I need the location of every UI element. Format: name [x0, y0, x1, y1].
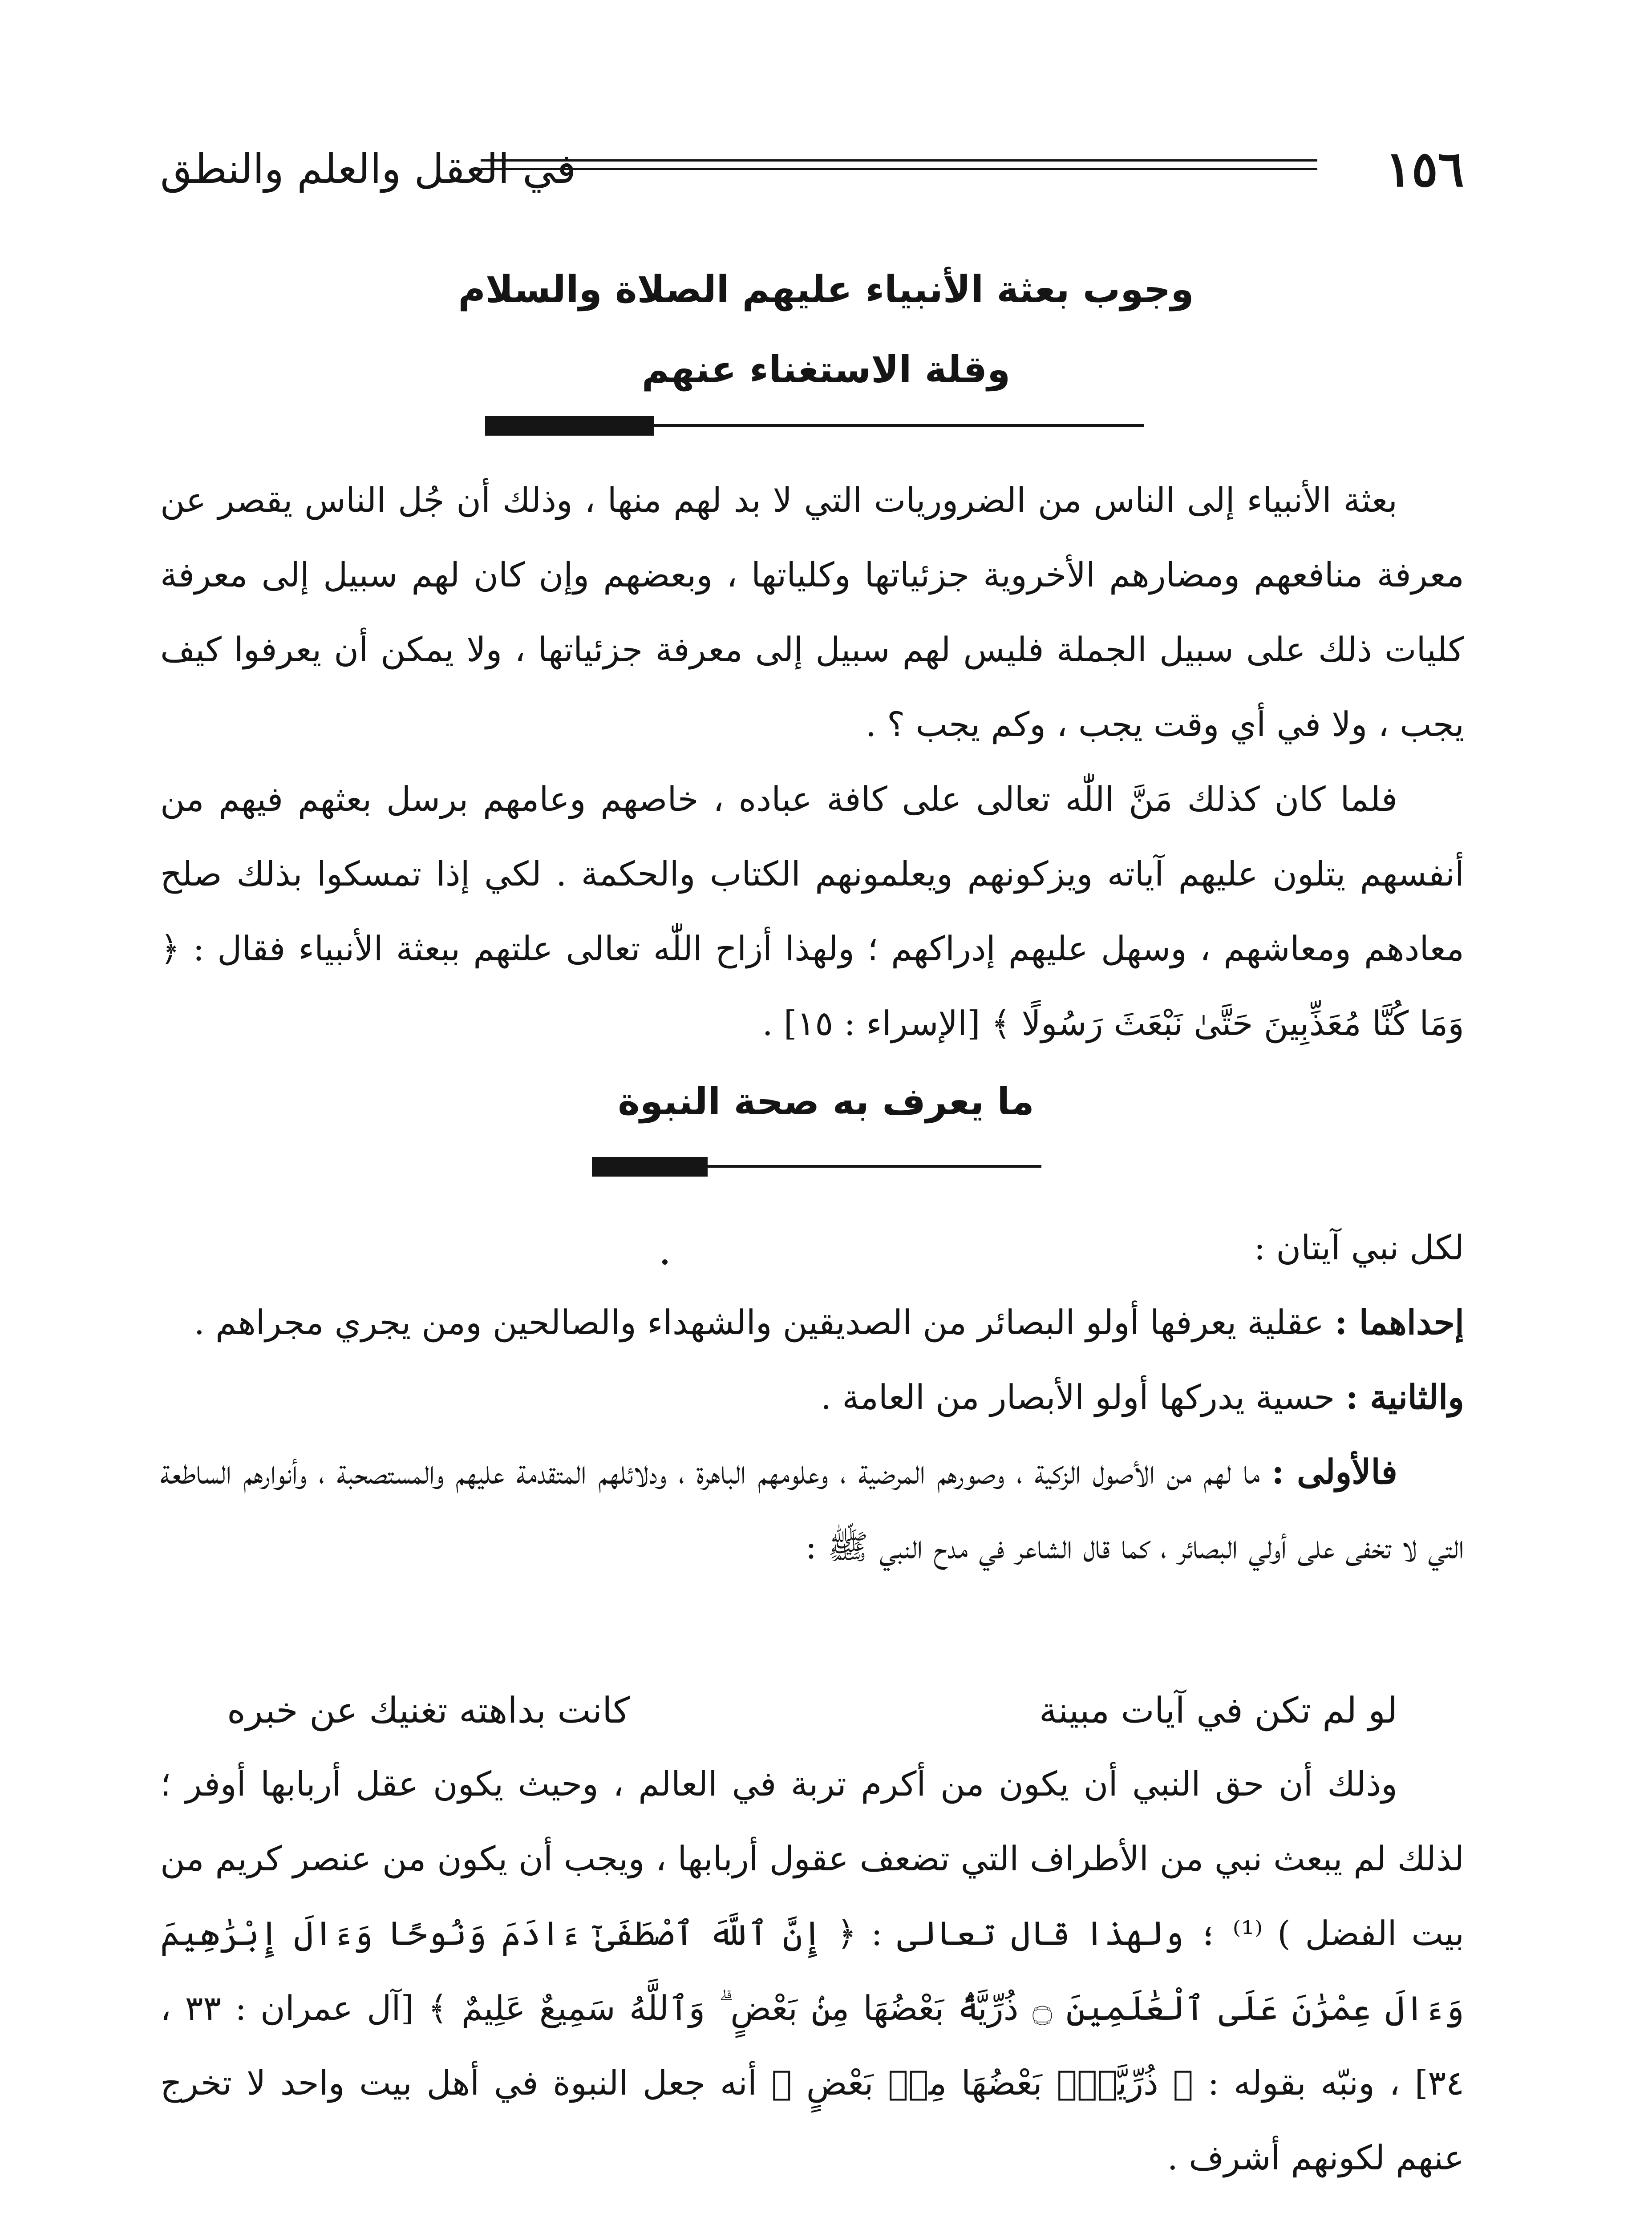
intro-line: لكل نبي آيتان :: [1254, 1228, 1464, 1267]
term: إحداهما :: [1335, 1303, 1464, 1342]
paragraph: بعثة الأنبياء إلى الناس من الضروريات التي لا بد لهم منها ، وذلك أن جُل الناس يقصر عن معرفة منافعهم ومضارهم الأخروية جزئياتها وكلياتها ، وبعضهم وإن كان لهم سبيل إلى معرفة كليات ذلك على سبيل الجملة فليس لهم سبيل إلى معرفة جزئياتها ، ولا يمكن أن يعرفوا كيف يجب ، ولا في أي وقت يجب ، وكم يجب ؟ .: [160, 480, 1464, 744]
paragraph: فلما كان كذلك مَنَّ اللّٰه تعالى على كافة عباده ، خاصهم وعامهم برسل بعثهم فيهم من أنفسهم يتلون عليهم آياته ويزكونهم ويعلمونهم الكتاب والحكمة . لكي إذا تمسكوا بذلك صلح معادهم ومعاشهم ، وسهل عليهم إدراكهم ؛ ولهذا أزاح اللّٰه تعالى علتهم ببعثة الأنبياء فقال : ﴿ وَمَا كُنَّا مُعَذِّبِينَ حَتَّىٰ نَبْعَثَ رَسُولًا ﴾ [الإسراء : ١٥] .: [160, 779, 1464, 1043]
section1-body: [160, 463, 1464, 1061]
definition: حسية يدركها أولو الأبصار من العامة .: [821, 1377, 1346, 1417]
header-double-rule: [481, 159, 1317, 170]
section-heading-line1: وجوب بعثة الأنبياء عليهم الصلاة والسلام: [458, 267, 1194, 311]
first-explanation: [160, 1435, 1464, 1584]
term: والثانية :: [1345, 1377, 1464, 1417]
definition: ما لهم من الأصول الزكية ، وصورهم المرضية ، وعلومهم الباهرة ، ودلائلهم المتقدمة عليهم والمستصحبة ، وأنوارهم الساطعة التي لا تخفى على أولي البصائر ، كما قال الشاعر في مدح النبي ﷺ :: [160, 1452, 1464, 1566]
definition: عقلية يعرفها أولو البصائر من الصديقين والشهداء والصالحين ومن يجري مجراهم .: [194, 1303, 1335, 1342]
ornament-bar: [592, 1157, 708, 1177]
page-number: ١٥٦: [1385, 140, 1464, 198]
heading-ornament: [592, 1157, 1041, 1177]
verse-first-half: لو لم تكن في آيات مبينة: [1039, 1690, 1397, 1731]
paragraph: وذلك أن حق النبي أن يكون من أكرم تربة في العالم ، وحيث يكون عقل أربابها أوفر ؛ لذلك لم يبعث نبي من الأطراف التي تضعف عقول أربابها ، ويجب أن يكون من عنصر كريم من بيت الفضل ) ⁽¹⁾ ؛ ولهذا قال تعالى : ﴿ إِنَّ ٱللَّهَ ٱصْطَفَىٰٓ ءَادَمَ وَنُوحًا وَءَالَ إِبْرَٰهِيمَ وَءَالَ عِمْرَٰنَ عَلَى ٱلْعَٰلَمِينَ ۝ ذُرِّيَّةًۢ بَعْضُهَا مِنۢ بَعْضٍ ۗ وَٱللَّهُ سَمِيعٌ عَلِيمٌ ﴾ [آل عمران : ٣٣ ، ٣٤] ، ونبّه بقوله : ﴿ ذُرِّيَّةًۢ بَعْضُهَا مِنۢ بَعْضٍ ﴾ أنه جعل النبوة في أهل بيت واحد لا تخرج عنهم لكونهم أشرف .: [160, 1764, 1465, 2177]
first-sign: [160, 1285, 1464, 1360]
section-heading-line2: وقلة الاستغناء عنهم: [641, 348, 1011, 391]
term: فالأولى :: [1271, 1452, 1397, 1492]
running-header: [160, 134, 1464, 205]
second-sign: [160, 1360, 1464, 1435]
section-heading: ما يعرف به صحة النبوة: [618, 1080, 1034, 1123]
verse-second-half: كانت بداهته تغنيك عن خبره: [227, 1690, 630, 1731]
heading-ornament: [485, 416, 1144, 436]
ornament-line: [654, 424, 1144, 427]
ink-speck: [662, 1259, 668, 1265]
book-title: في العقل والعلم والنطق: [160, 145, 576, 193]
ornament-bar: [485, 416, 654, 436]
ornament-line: [708, 1165, 1041, 1168]
section2-closing: [160, 1747, 1464, 2195]
section2-body: [160, 1210, 1464, 1584]
poetry-verse: [160, 1673, 1464, 1748]
